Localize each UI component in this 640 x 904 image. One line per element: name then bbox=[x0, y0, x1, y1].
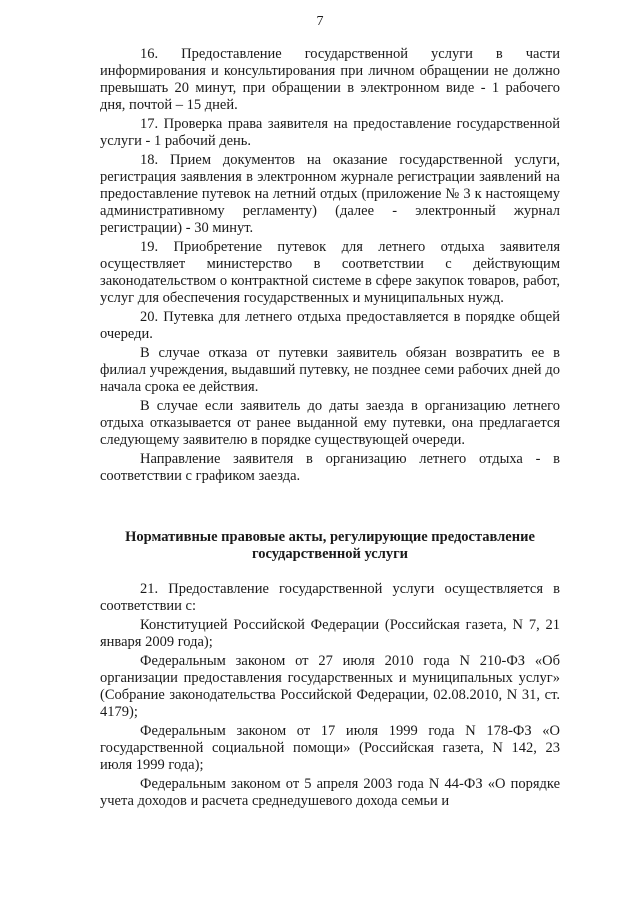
paragraph-19: 19. Приобретение путевок для летнего отдыха заявителя осуществляет министерство в соответствии с действующим законодательством о контрактной системе в сфере закупок товаров, работ, услуг для обеспечения государственных и муниципальных нужд. bbox=[100, 239, 560, 306]
paragraph-20: 20. Путевка для летнего отдыха предоставляется в порядке общей очереди. bbox=[100, 309, 560, 342]
document-body bbox=[100, 44, 560, 810]
paragraph-refusal: В случае отказа от путевки заявитель обязан возвратить ее в филиал учреждения, выдавший путевку, не позднее семи рабочих дней до начала срока ее действия. bbox=[100, 345, 560, 395]
list-item-law-44: Федеральным законом от 5 апреля 2003 года N 44-ФЗ «О порядке учета доходов и расчета среднедушевого дохода семьи и bbox=[100, 776, 560, 809]
list-item-constitution: Конституцией Российской Федерации (Российская газета, N 7, 21 января 2009 года); bbox=[100, 617, 560, 650]
paragraph-direction: Направление заявителя в организацию летнего отдыха - в соответствии с графиком заезда. bbox=[100, 451, 560, 484]
page-number: 7 bbox=[316, 14, 324, 29]
list-item-law-178: Федеральным законом от 17 июля 1999 года N 178-ФЗ «О государственной социальной помощи» (Российская газета, N 142, 23 июля 1999 года); bbox=[100, 723, 560, 773]
section-heading: Нормативные правовые акты, регулирующие предоставление государственной услуги bbox=[125, 529, 535, 562]
paragraph-18: 18. Прием документов на оказание государственной услуги, регистрация заявления в электронном журнале регистрации заявлений на предоставление путевок на летний отдых (приложение № 3 к настоящему административному регламенту) (далее - электронный журнал регистрации) - 30 минут. bbox=[100, 152, 560, 236]
paragraph-16: 16. Предоставление государственной услуги в части информирования и консультирования при личном обращении не должно превышать 20 минут, при обращении в электронном виде - 1 рабочего дня, почтой – 15 дней. bbox=[100, 46, 560, 113]
paragraph-21: 21. Предоставление государственной услуги осуществляется в соответствии с: bbox=[100, 581, 560, 614]
list-item-law-210: Федеральным законом от 27 июля 2010 года N 210-ФЗ «Об организации предоставления государственных и муниципальных услуг» (Собрание законодательства Российской Федерации, 02.08.2010, N 31, ст. 4179); bbox=[100, 653, 560, 720]
paragraph-17: 17. Проверка права заявителя на предоставление государственной услуги - 1 рабочий день. bbox=[100, 116, 560, 149]
paragraph-reassignment: В случае если заявитель до даты заезда в организацию летнего отдыха отказывается от ранее выданной ему путевки, она предлагается следующему заявителю в порядке существующей очереди. bbox=[100, 398, 560, 448]
